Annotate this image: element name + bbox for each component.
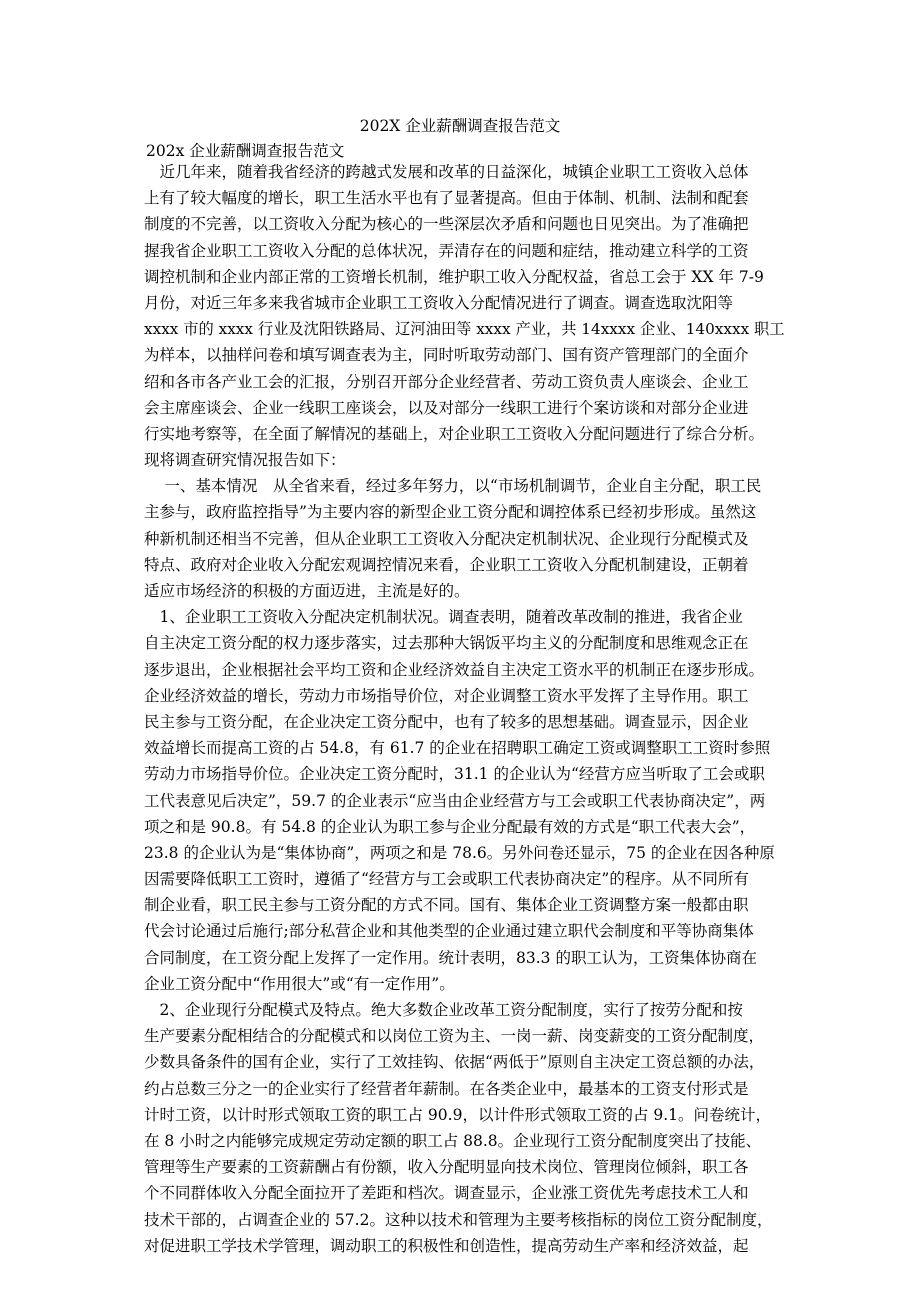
text-line: 劳动力市场指导价位。企业决定工资分配时，31.1 的企业认为“经营方应当听取了工会或职 (144, 765, 765, 784)
text-line: 自主决定工资分配的权力逐步落实，过去那种大锅饭平均主义的分配制度和思维观念正在 (144, 634, 749, 653)
text-line: 调控机制和企业内部正常的工资增长机制，维护职工收入分配权益，省总工会于 XX 年 7-9 (144, 267, 764, 286)
text-line: 为样本，以抽样问卷和填写调查表为主，同时听取劳动部门、国有资产管理部门的全面介 (144, 346, 749, 365)
document-body (144, 159, 789, 1259)
text-line: 生产要素分配相结合的分配模式和以岗位工资为主、一岗一薪、岗变薪变的工资分配制度， (144, 1027, 765, 1046)
text-line: 民主参与工资分配，在企业决定工资分配中，也有了较多的思想基础。调查显示，因企业 (144, 712, 749, 731)
text-line: 近几年来，随着我省经济的跨越式发展和改革的日益深化，城镇企业职工工资收入总体 (144, 163, 749, 181)
text-line: 对促进职工学技术学管理，调动职工的积极性和创造性，提高劳动生产率和经济效益，起 (144, 1236, 749, 1255)
text-line: 项之和是 90.8。有 54.8 的企业认为职工参与企业分配最有效的方式是“职工代表大会”， (144, 817, 756, 836)
text-line: 23.8 的企业认为是“集体协商”，两项之和是 78.6。另外问卷还显示，75 的企业在因各种原 (144, 843, 775, 862)
text-line: 一、基本情况 从全省来看，经过多年努力，以“市场机制调节，企业自主分配，职工民 (144, 477, 762, 496)
text-line: 约占总数三分之一的企业实行了经营者年薪制。在各类企业中，最基本的工资支付形式是 (144, 1079, 749, 1098)
text-line: 1、企业职工工资收入分配决定机制状况。调查表明，随着改革改制的推进，我省企业 (144, 608, 743, 627)
text-line: 企业工资分配中“作用很大”或“有一定作用”。 (144, 974, 455, 993)
paragraph (144, 997, 789, 1259)
text-line: 行实地考察等，在全面了解情况的基础上，对企业职工工资收入分配问题进行了综合分析。 (144, 424, 765, 443)
text-line: 握我省企业职工工资收入分配的总体状况，弄清存在的问题和症结，推动建立科学的工资 (144, 241, 749, 260)
paragraph (144, 159, 789, 473)
text-line: 逐步退出，企业根据社会平均工资和企业经济效益自主决定工资水平的机制正在逐步形成。 (144, 660, 765, 679)
document-subtitle: 202x 企业薪酬调查报告范文 (146, 142, 345, 160)
text-line: 会主席座谈会、企业一线职工座谈会，以及对部分一线职工进行个案访谈和对部分企业进 (144, 398, 749, 417)
paragraph (144, 473, 789, 604)
text-line: 制度的不完善，以工资收入分配为核心的一些深层次矛盾和问题也日见突出。为了准确把 (144, 215, 749, 234)
text-line: 制企业看，职工民主参与工资分配的方式不同。国有、集体企业工资调整方案一般都由职 (144, 896, 749, 915)
text-line: 适应市场经济的积极的方面迈进，主流是好的。 (144, 582, 470, 600)
text-line: 合同制度，在工资分配上发挥了一定作用。统计表明，83.3 的职工认为，工资集体协商在 (144, 948, 757, 967)
document-title: 202X 企业薪酬调查报告范文 (359, 117, 561, 135)
text-line: 代会讨论通过后施行;部分私营企业和其他类型的企业通过建立职代会制度和平等协商集体 (144, 922, 754, 941)
text-line: 在 8 小时之内能够完成规定劳动定额的职工占 88.8。企业现行工资分配制度突出了技能、 (144, 1131, 762, 1150)
text-line: 主参与，政府监控指导”为主要内容的新型企业工资分配和调控体系已经初步形成。虽然这 (144, 503, 757, 522)
text-line: 个不同群体收入分配全面拉开了差距和档次。调查显示，企业涨工资优先考虑技术工人和 (144, 1184, 749, 1203)
text-line: 2、企业现行分配模式及特点。绝大多数企业改革工资分配制度，实行了按劳分配和按 (144, 1001, 743, 1019)
text-line: 特点、政府对企业收入分配宏观调控情况来看，企业职工工资收入分配机制建设，正朝着 (144, 555, 749, 574)
text-line: 绍和各市各产业工会的汇报，分别召开部分企业经营者、劳动工资负责人座谈会、企业工 (144, 372, 749, 391)
text-line: 工代表意见后决定”，59.7 的企业表示“应当由企业经营方与工会或职工代表协商决定”，两 (144, 791, 766, 810)
text-line: 管理等生产要素的工资薪酬占有份额，收入分配明显向技术岗位、管理岗位倾斜，职工各 (144, 1158, 749, 1177)
paragraph (144, 604, 789, 997)
text-line: 现将调查研究情况报告如下： (144, 451, 346, 470)
text-line: 种新机制还相当不完善，但从企业职工工资收入分配决定机制状况、企业现行分配模式及 (144, 529, 749, 548)
text-line: 少数具备条件的国有企业，实行了工效挂钩、依据“两低于”原则自主决定工资总额的办法， (144, 1053, 765, 1072)
text-line: 技术干部的，占调查企业的 57.2。这种以技术和管理为主要考核指标的岗位工资分配制度， (144, 1210, 773, 1229)
text-line: 计时工资，以计时形式领取工资的职工占 90.9，以计件形式领取工资的占 9.1。问卷统计， (144, 1105, 772, 1124)
text-line: 上有了较大幅度的增长，职工生活水平也有了显著提高。但由于体制、机制、法制和配套 (144, 189, 749, 208)
text-line: xxxx 市的 xxxx 行业及沈阳铁路局、辽河油田等 xxxx 产业，共 14xxxx 企业、140xxxx 职工 (144, 320, 785, 339)
text-line: 企业经济效益的增长，劳动力市场指导价位，对企业调整工资水平发挥了主导作用。职工 (144, 686, 749, 705)
text-line: 效益增长而提高工资的占 54.8，有 61.7 的企业在招聘职工确定工资或调整职工工资时参照 (144, 739, 771, 758)
text-line: 因需要降低职工工资时，遵循了“经营方与工会或职工代表协商决定”的程序。从不同所有 (144, 870, 749, 889)
text-line: 月份，对近三年多来我省城市企业职工工资收入分配情况进行了调查。调查选取沈阳等 (144, 293, 734, 312)
